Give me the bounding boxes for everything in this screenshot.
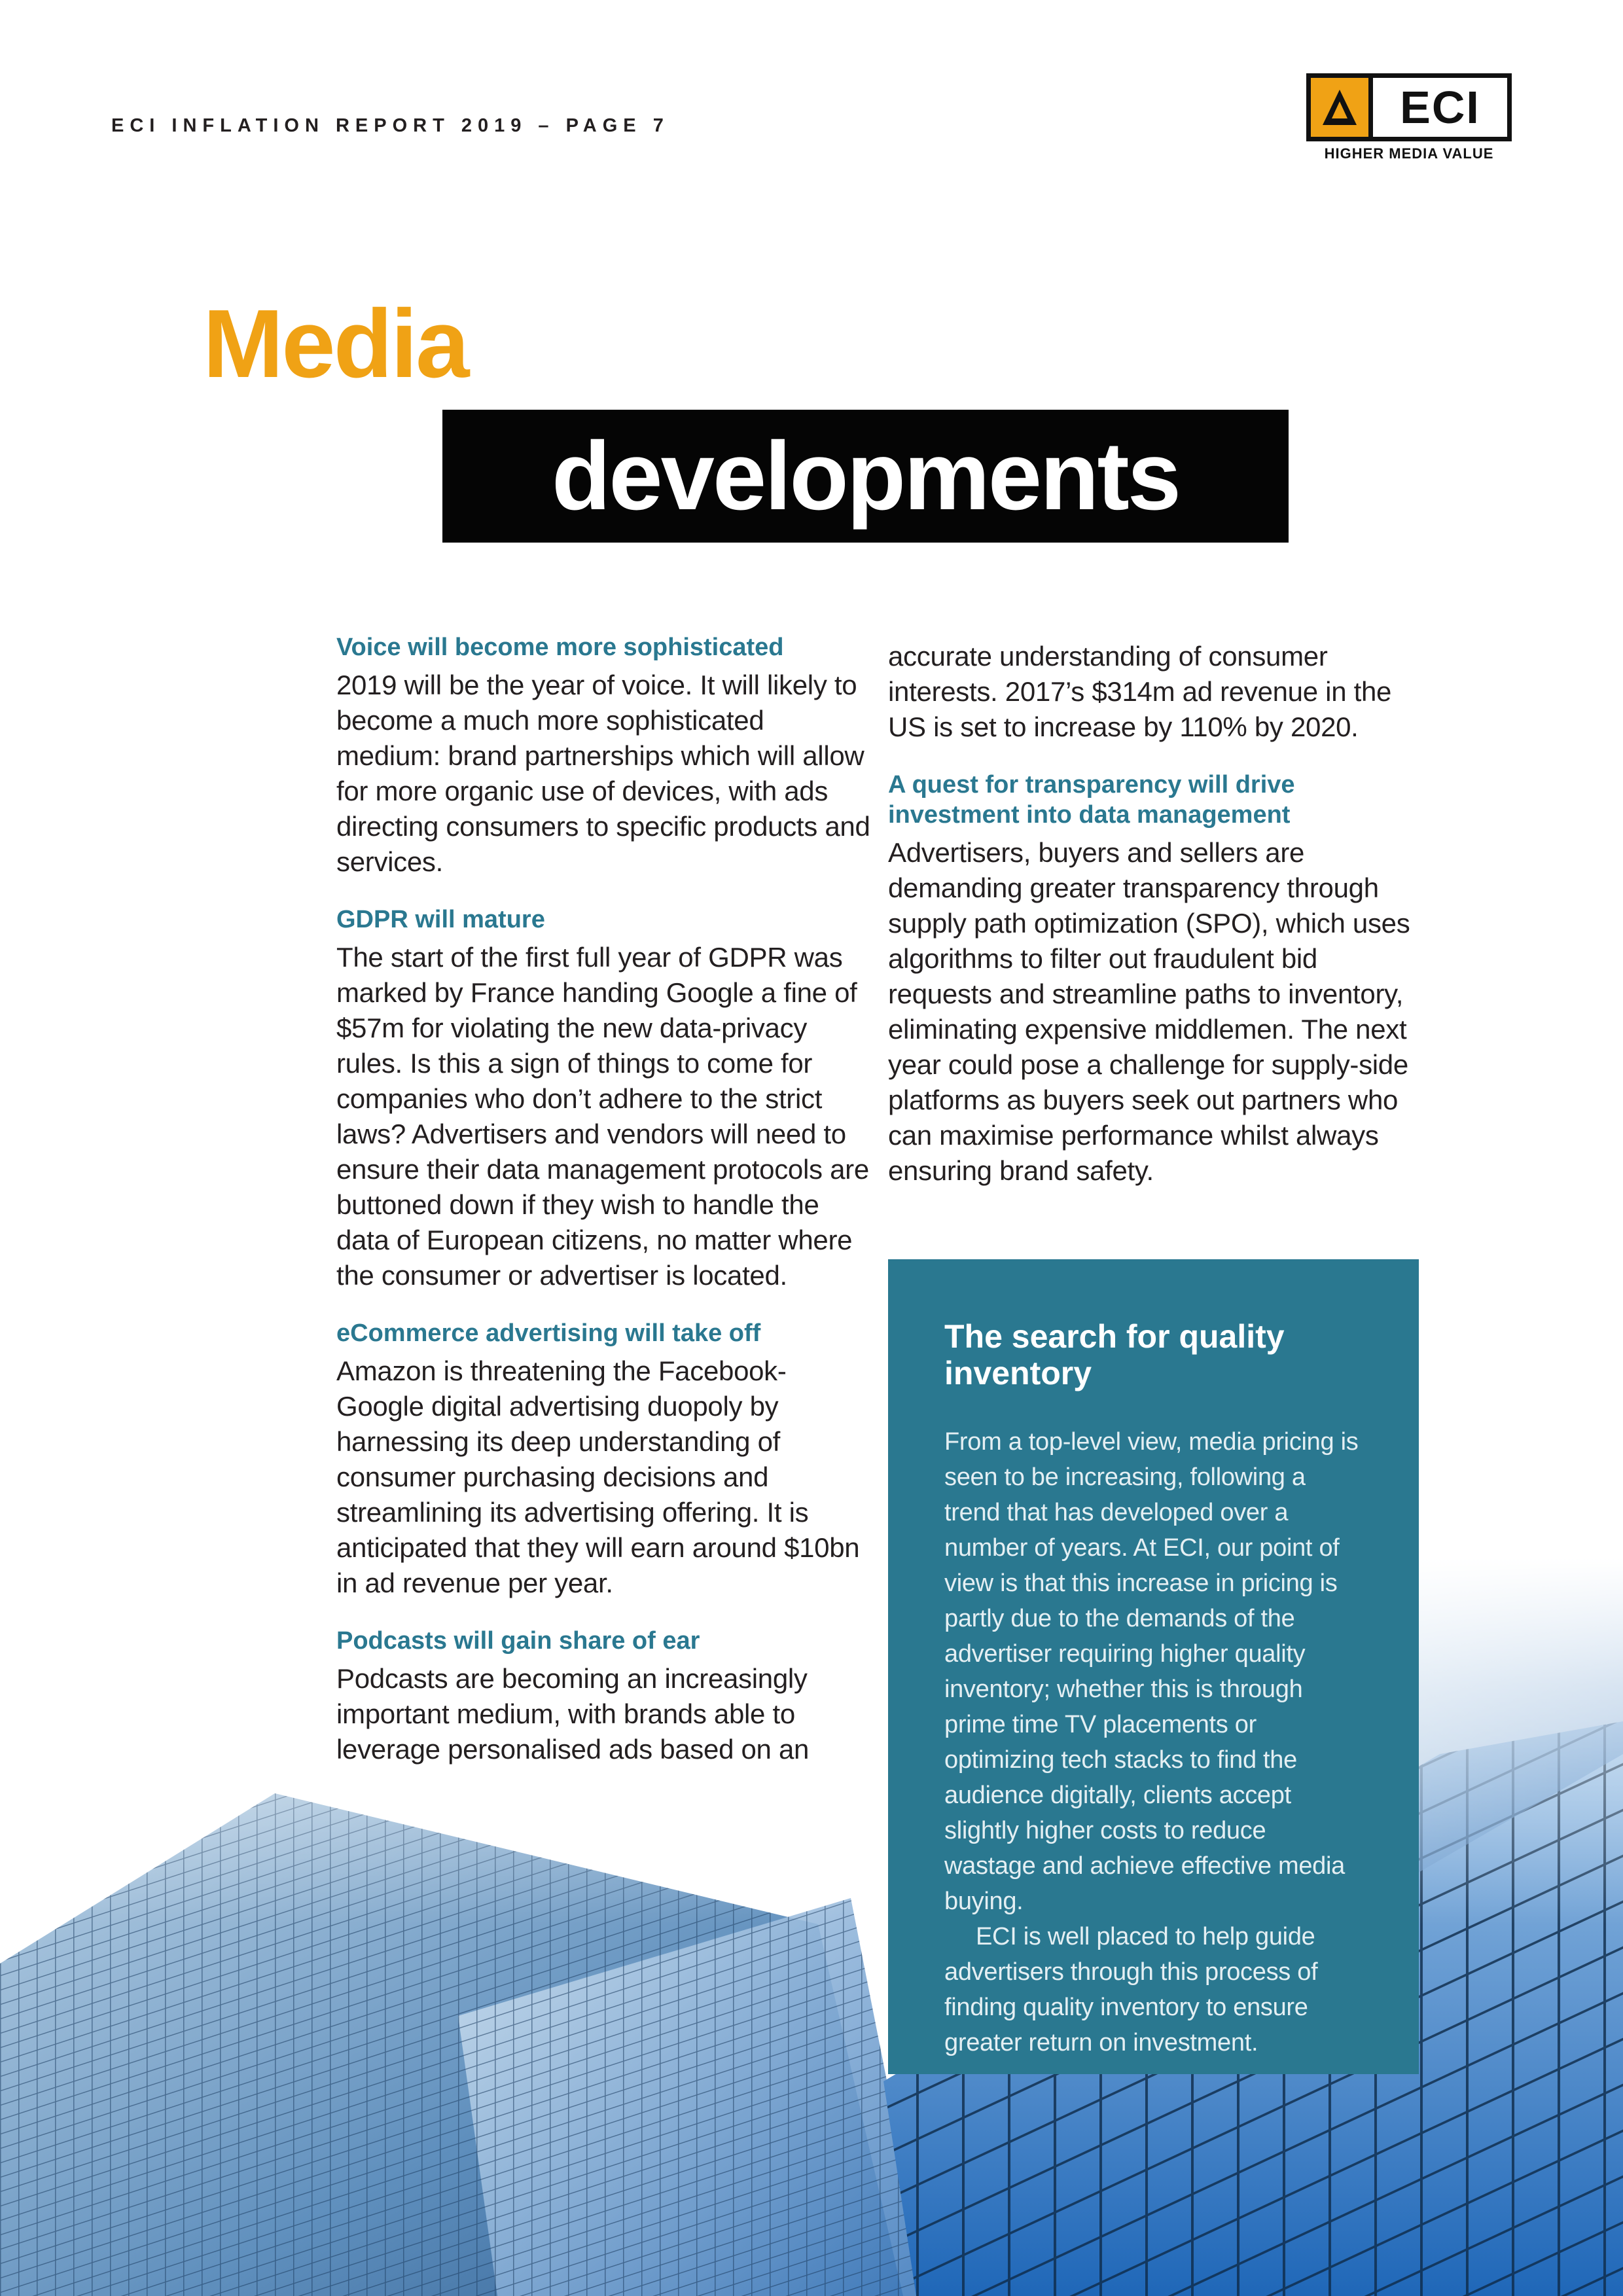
section-heading: Voice will become more sophisticated — [336, 634, 784, 661]
section-body: The start of the first full year of GDPR was marked by France handing Google a fine of $57m for violating the new data-privacy rules. Is this a sign of things to come for companies who don’t adhere to the strict laws? Advertisers and vendors will need to ensure their data management protocols are buttoned down if they wish to handle the data of European citizens, no matter where the consumer or advertiser is located. — [336, 942, 869, 1291]
section-heading: A quest for transparency will drive investment into data management — [888, 771, 1295, 829]
page-title-media: Media — [203, 290, 468, 398]
section-heading: GDPR will mature — [336, 906, 545, 933]
article-continuation — [888, 639, 1425, 745]
article-section — [888, 770, 1425, 1189]
section-body: Podcasts are becoming an increasingly important medium, with brands able to leverage personalised ads based on an — [336, 1663, 810, 1765]
right-column — [888, 639, 1425, 1213]
eci-triangle-logo-icon — [1311, 78, 1373, 137]
title-bar — [442, 410, 1289, 543]
section-heading: Podcasts will gain share of ear — [336, 1627, 700, 1655]
running-header: ECI INFLATION REPORT 2019 – PAGE 7 — [111, 115, 669, 136]
left-column — [336, 632, 873, 1792]
article-section — [336, 905, 873, 1293]
section-heading: eCommerce advertising will take off — [336, 1319, 761, 1347]
page-title-developments: developments — [551, 422, 1180, 530]
section-body: Advertisers, buyers and sellers are demanding greater transparency through supply path optimization (SPO), which uses algorithms to filter out fraudulent bid requests and streamline paths to inventory, eliminating expensive middlemen. The next year could pose a challenge for supply-side platforms as buyers seek out partners who can maximise performance whilst always ensuring brand safety. — [888, 837, 1410, 1186]
logo-tagline: HIGHER MEDIA VALUE — [1324, 145, 1494, 162]
article-section — [336, 1318, 873, 1601]
article-section — [336, 632, 873, 880]
logo-wordmark: ECI — [1400, 82, 1480, 133]
sidebar-paragraph: ECI is well placed to help guide advertisers through this process of finding quality inventory to ensure greater return on investment. — [944, 1923, 1318, 2056]
eci-logo — [1306, 73, 1512, 162]
section-body: accurate understanding of consumer interests. 2017’s $314m ad revenue in the US is set to increase by 110% by 2020. — [888, 641, 1392, 742]
article-section — [336, 1626, 873, 1767]
sidebar-paragraph: From a top-level view, media pricing is seen to be increasing, following a trend that has developed over a number of years. At ECI, our point of view is that this increase in pricing is partly due to the demands of the advertiser requiring higher quality inventory; whether this is through prime time TV placements or optimizing tech stacks to find the audience digitally, clients accept slightly higher costs to reduce wastage and achieve effective media buying. — [944, 1428, 1359, 1915]
section-body: 2019 will be the year of voice. It will likely to become a much more sophisticated medium: brand partnerships which will allow for more organic use of devices, with ads directing consumers to specific products and services. — [336, 670, 870, 877]
sidebar-callout-box — [888, 1259, 1419, 2074]
sidebar-heading: The search for quality inventory — [944, 1318, 1285, 1391]
section-body: Amazon is threatening the Facebook-Google digital advertising duopoly by harnessing its deep understanding of consumer purchasing decisions and streamlining its advertising offering. It is anticipated that they will earn around $10bn in ad revenue per year. — [336, 1355, 860, 1598]
